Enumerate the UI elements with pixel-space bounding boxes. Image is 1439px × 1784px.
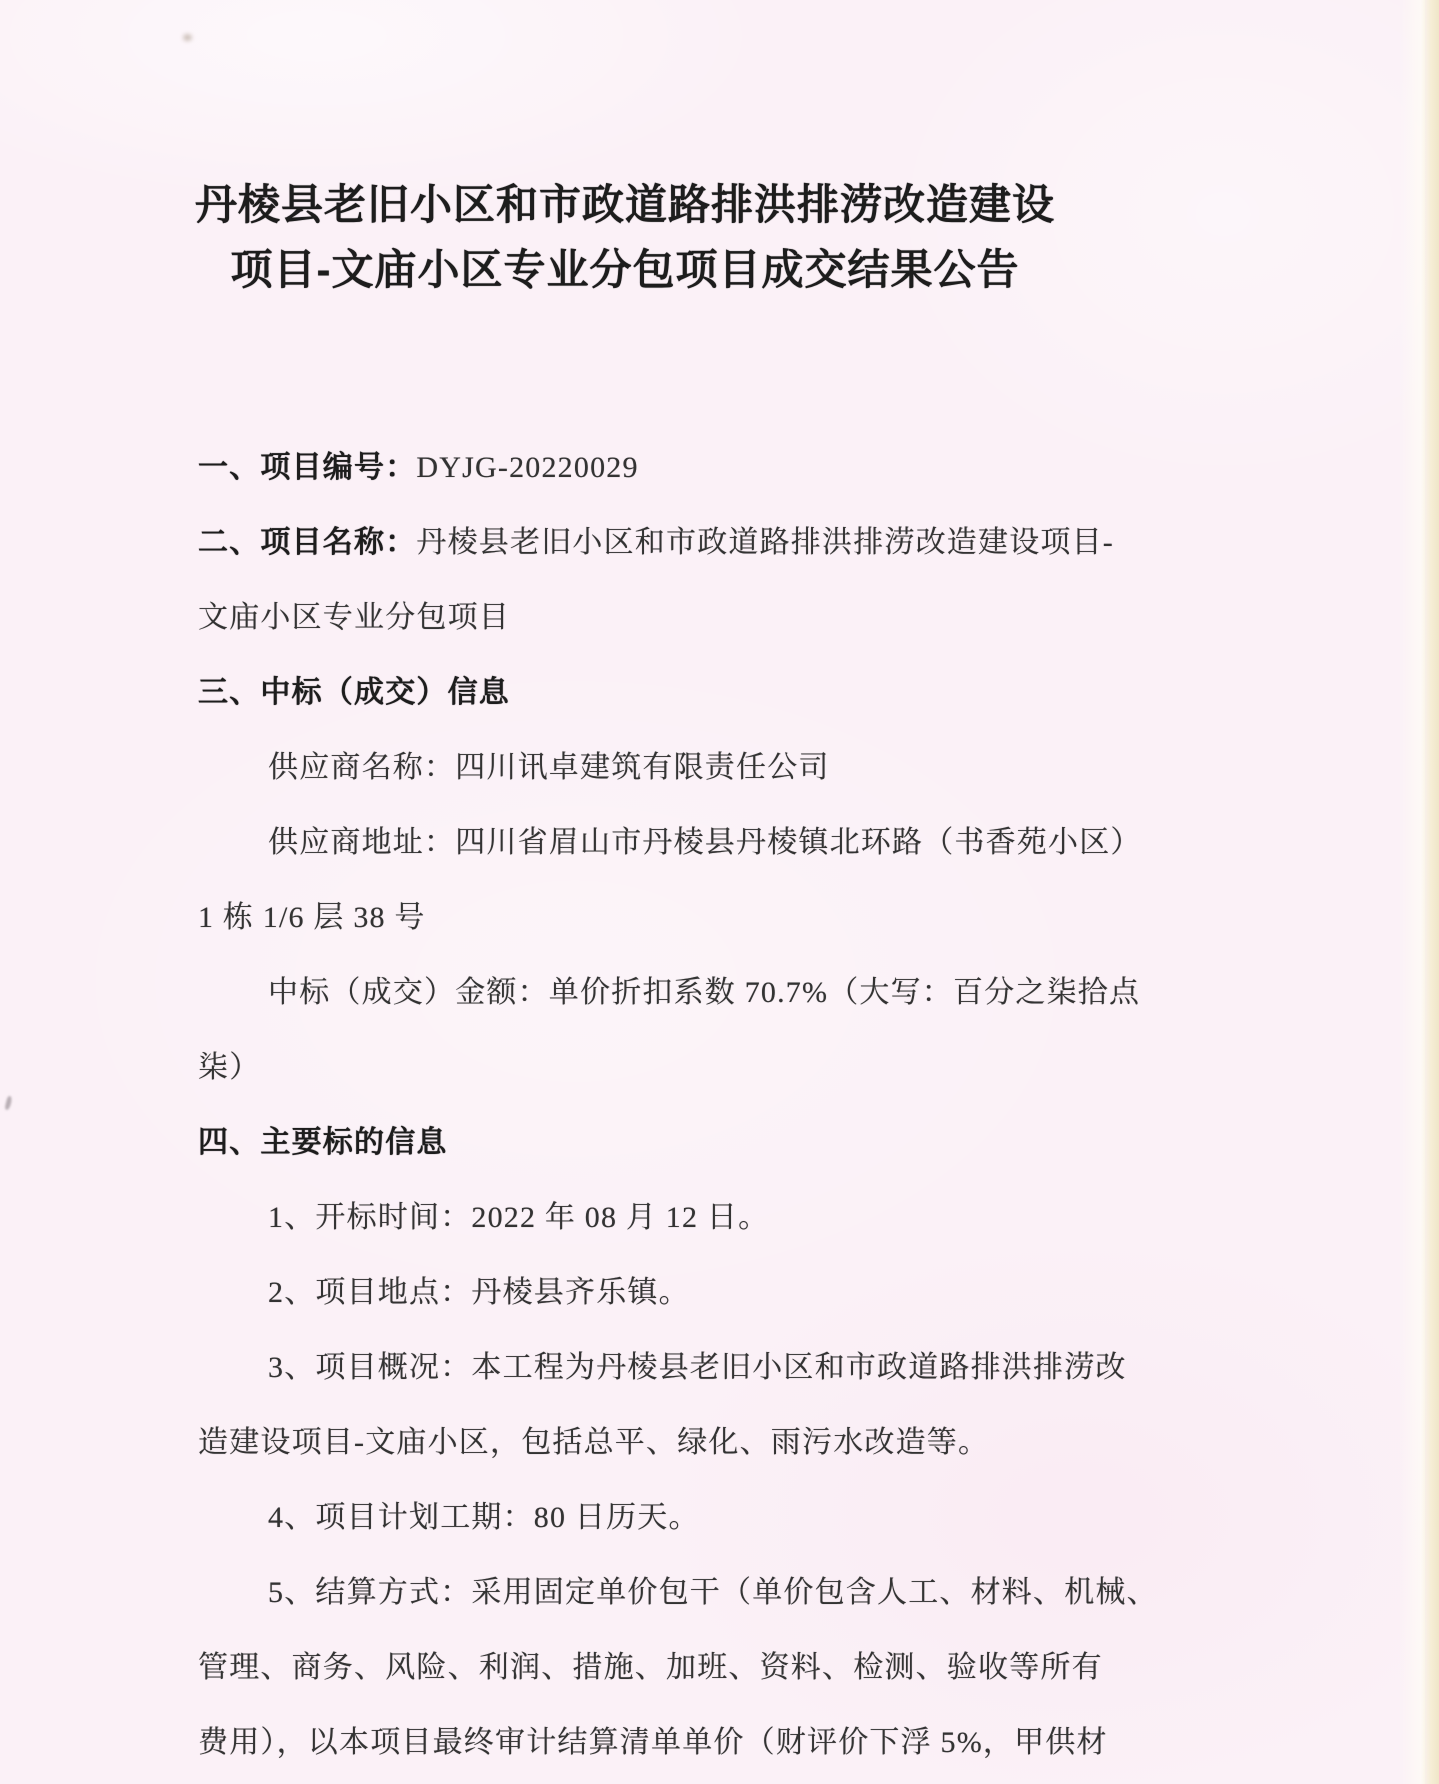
text-segment: DYJG-20220029	[416, 451, 639, 484]
text-segment: 2、项目地点：丹棱县齐乐镇。	[268, 1276, 690, 1309]
body-line	[198, 1330, 1127, 1405]
body-line	[198, 1555, 1158, 1630]
text-segment: 5、结算方式：采用固定单价包干（单价包含人工、材料、机械、	[268, 1576, 1158, 1609]
body-line	[198, 1030, 1118, 1105]
text-segment: 造建设项目-文庙小区，包括总平、绿化、雨污水改造等。	[198, 1426, 990, 1459]
document-body	[198, 430, 1158, 1780]
body-line	[198, 655, 1118, 730]
body-line	[198, 1180, 1118, 1255]
body-line	[198, 1705, 1118, 1780]
heading-segment: 一、项目编号：	[198, 451, 417, 484]
body-line	[198, 1255, 1118, 1330]
text-segment: 中标（成交）金额：单价折扣系数 70.7%（大写：百分之柒拾点	[268, 976, 1141, 1009]
text-segment: 丹棱县老旧小区和市政道路排洪排涝改造建设项目-	[416, 526, 1114, 559]
body-line	[198, 805, 1142, 880]
heading-segment: 三、中标（成交）信息	[198, 676, 510, 709]
document-title-line-2: 项目-文庙小区专业分包项目成交结果公告	[230, 246, 1020, 293]
text-segment: 供应商名称：四川讯卓建筑有限责任公司	[268, 751, 830, 784]
text-segment: 柒）	[198, 1051, 261, 1084]
body-line	[198, 505, 1118, 580]
text-segment: 文庙小区专业分包项目	[198, 601, 510, 634]
body-line	[198, 580, 1118, 655]
text-segment: 4、项目计划工期：80 日历天。	[268, 1501, 700, 1534]
text-segment: 供应商地址：四川省眉山市丹棱县丹棱镇北环路（书香苑小区）	[268, 826, 1142, 859]
text-segment: 管理、商务、风险、利润、措施、加班、资料、检测、验收等所有	[198, 1651, 1103, 1684]
text-segment: 3、项目概况：本工程为丹棱县老旧小区和市政道路排洪排涝改	[268, 1351, 1127, 1384]
text-segment: 1、开标时间：2022 年 08 月 12 日。	[268, 1201, 770, 1234]
body-line	[198, 1630, 1118, 1705]
page-edge-strip	[1421, 0, 1439, 1784]
document-title	[150, 172, 1100, 302]
body-line	[198, 1105, 1118, 1180]
body-line	[198, 1480, 1118, 1555]
heading-segment: 四、主要标的信息	[198, 1126, 448, 1159]
body-line	[198, 955, 1141, 1030]
document-title-line-1: 丹棱县老旧小区和市政道路排洪排涝改造建设	[194, 181, 1055, 228]
scan-artifact-mark	[4, 1096, 12, 1111]
text-segment: 1 栋 1/6 层 38 号	[198, 901, 426, 934]
scan-artifact-speck	[183, 34, 192, 41]
body-line	[198, 730, 1118, 805]
heading-segment: 二、项目名称：	[198, 526, 417, 559]
body-line	[198, 1405, 1118, 1480]
body-line	[198, 880, 1118, 955]
body-line	[198, 430, 1118, 505]
text-segment: 费用），以本项目最终审计结算清单单价（财评价下浮 5%，甲供材	[198, 1726, 1108, 1759]
